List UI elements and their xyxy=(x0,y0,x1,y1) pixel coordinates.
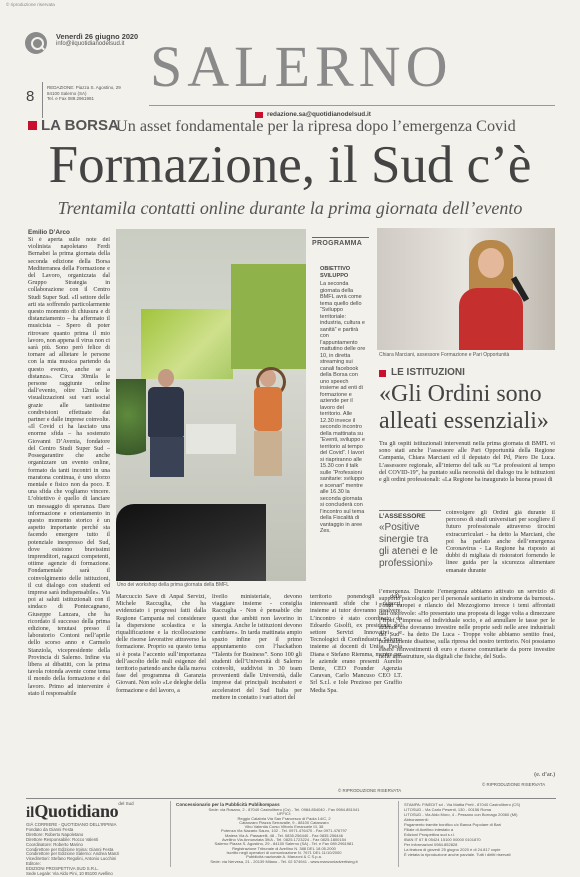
headline: Formazione, il Sud c’è xyxy=(48,136,532,194)
footer-divider-2 xyxy=(398,801,399,867)
workshop-photo xyxy=(116,229,306,581)
institutions-reproduction-notice: © RIPRODUZIONE RISERVATA xyxy=(482,782,546,787)
byline: Emilio D’Arco xyxy=(28,229,70,236)
footer-logo-suffix: del Sud xyxy=(118,801,134,806)
institutions-body-bottom: l’emergenza. Durante l’emergenza abbiamo attivato un servizio di supporto psicologico per il personale sanitario in sindrome da burnout». Fondi europei e rilancio del Mezzogiorno invece i temi affrontati dall’onorevole: «Ho presentato una proposta di legge volta a dimezzare l’Irpef, l’impresa ed individuale socio, e ad annullare le tasse per le aziende che dovranno investire nelle proprie sedi nelle aree industriali del Sud - ha detto De Luca - Troppe volte abbiamo sentito frasi, puntualmente disattese, sulla ripresa del nostro territorio. Noi possiamo essere reinvestimenti di euro e risorse comunitarie da porre investire nelle infrastrutture, sia digitali che fisiche, del Sud». xyxy=(379,589,555,660)
article-column-3: livello ministeriale, devono viaggiare insieme - consiglia Raccuglia - Non è pensabile che questi due ambiti non lavorino in sinergia. Anche le istituzioni devono cambiare». In tarda mattinata ampio spazio infine per il primo appuntamento con l’hackathon “Talents for Business”. Sono 100 gli studenti dell’Università di Salerno coinvolti, suddivisi in 30 team provenienti dalle Università, dalle imprese dai principali incubatori e acceleratori del Sud Italia per mettere in contatto i vari attori del xyxy=(212,594,302,701)
footer-advertising-title: Concessionario per la Pubblicità Publikompass xyxy=(176,802,280,807)
footer-staff: GIÀ CORRIERE - QUOTIDIANO DELL’IRPINIA Fondato da Gianni Festa Direttore: Roberto Napoletano Direttore Responsabile: Rocco Valenti Coordinatore: Roberto Marino Condirettore per Edizione Irpina: Gianni Festa Condirettore per Edizione Salerno: Andrea Manzi Vicedirettori: Stefano Regolini, Antonio Lucchini Editore: EDIZIONI PROSPETTIVA SUD S.R.L. Sede Legale: Via Aldo Pini, 10 85100 Avellino xyxy=(26,822,120,877)
footer-logo-il: il xyxy=(26,805,35,821)
masthead xyxy=(25,28,555,124)
article-column-4: territorio ponendogli delle interessanti sfide che i ragazzi, insieme ai tutor dovranno risolvere. L’incontro è stato coordinato da Edoardo Gisolfi, ex presidente del settore Servizi Innovativi e Tecnologici di Confindustria Salerno insieme ai docenti di Unisa, Paola Diana e Stefano Riemma, mentre per le aziende erano presenti Aurelio Dente, CEO Founder Agenzia Caravan, Carlo Mancuso CEO LT. Srl S.r.l. e Iole Prezioso per Graffio Media Spa. xyxy=(310,594,402,694)
masthead-divider xyxy=(42,82,43,118)
institutions-body-top: Tra gli ospiti istituzionali intervenuti nella prima giornata di BMFL vi sono stati anche l’assessore alle Pari Opportunità della Regione Campania, Chiara Marciani ed il deputato del Pd, Piero De Luca. L’assessore regionale, all’interno del talk su “Le professioni al tempo del COVID-19”, ha puntato sulla necessità del dialogo tra le istituzioni e gli ordini professionali: «La Regione ha inaugurato la buona prassi di xyxy=(379,441,555,484)
footer xyxy=(26,798,556,877)
quote-box xyxy=(379,510,441,588)
quote-text: «Positive sinergie tra gli atenei e le professioni» xyxy=(379,522,438,569)
magnifier-logo-icon xyxy=(25,32,47,54)
issue-date: Venerdì 26 giugno 2020 xyxy=(56,32,139,41)
quote-rule xyxy=(379,510,441,511)
subheadline: Trentamila contatti online durante la prima giornata dell’evento xyxy=(57,198,523,218)
plant xyxy=(116,379,146,469)
assessor-dress xyxy=(459,288,523,350)
assessor-face xyxy=(478,248,504,278)
speaker-man xyxy=(144,369,188,479)
institutions-body-right: coinvolgere gli Ordini già durante il percorso di studi universitari per scegliere il futuro professionale attraverso tirocini extracurriculari - ha detto la Marciani, che poi ha parlato anche dell’emergenza Coronavirus - La Regione ha risposto ai dubbi di migliaia di ristoratori fornendo le linee guida per la sicurezza alimentare emanate durante xyxy=(446,510,555,574)
sidebar-label: PROGRAMMA xyxy=(312,240,363,247)
top-email: info@ilquotidianodelsud.it xyxy=(56,41,125,47)
kicker-text: Un asset fondamentale per la ripresa dopo l’emergenza Covid xyxy=(116,117,516,135)
footer-divider-1 xyxy=(170,801,171,867)
kicker-marker xyxy=(28,121,37,130)
section-email: redazione.sa@quotidianodelsud.it xyxy=(267,111,371,118)
article-column-1: Si è aperta sulle note del violinista napoletano Ferdi Bernabei la prima giornata della seconda edizione della Borsa Mediterranea della Formazione e del Lavoro, organizzata dal Gruppo Strategia in collaborazione con il Centro Studi Super Sud. «Il settore delle arti sta soffrendo particolarmente questo momento di chiusura e di distanziamento – ha affermato il musicista – Spero di poter ritrovare quanto prima il mio lavoro, non appena il virus non ci sarà più. Sono però felice di tornare ad allietare le persone con la mia musica partendo da questo evento, anche se a distanza». Circa 30mila le persone raggiunte online dall’evento, oltre 12mila le visualizzazioni sui vari social grazie alle tantissime condivisioni effettuate dai partner e dalle imprese coinvolte. «Il Covid ci ha lasciato una enorme sfida – ha sostenuto Giovanni D’Avenia, fondatore del Centro Studi Super Sud – Possegarantire che anche organizzare un evento online, formato da tanti incontri in una maratona continua, è uno sforzo mentale e fisico non da poco. E una sfida che vogliamo vincere. L’obiettivo è quello di lanciare un messaggio di speranza. Dare informazione e orientamento in questo momento storico è un aspetto importante perché sta facendo emergere tutto il potenziale inespresso del Sud, dove esistono bravissimi imprenditori, ragazzi competenti, ottime agenzie di formazione. Fondamentale sarà il coinvolgimento delle istituzioni, il cui dialogo con studenti ed imprese sarà indispensabile». Via poi ai saluti istituzionali con il sindaco di Pontecagnano, Giuseppe Lanzara, che ha ricordato il successo della prima edizione, tenutasi presso il laboratorio Contoni nell’aprile dello scorso anno e Carmelo Stanziola, vicepresidente della Provincia di Salerno. Infine via libera ai dibattiti, con la prima tavola rotonda avente come tema il mondo della formazione e del lavoro. Primo ad intervenire è stato il responsabile xyxy=(28,237,110,697)
institutions-headline: «Gli Ordini sono alleati essenziali» xyxy=(379,381,549,434)
sidebar-text: La seconda giornata della BMFL avrà come tema quello dello “Sviluppo territoriale: industria, cultura e sanità” e partirà con l’appuntamento mattutino delle ore 10, in diretta streaming sui canali facebook della Borsa con uno speech insieme ad enti di formazione e aziende per il lavoro del territorio. Alle 12.30 invece il secondo incontro della mattinata su “Eventi, sviluppo e territorio al tempo del Covid”. I lavori si riapriranno alle 15.30 con il talk sulle “Professioni sanitarie: sviluppo e scenari” mentre alle 16.30 la seconda giornata si concluderà con l’incontro sul tema della Fiscalità di vantaggio in aree Zes. xyxy=(320,281,366,534)
footer-advertising: Sede: via Rosano, 2 - 87040 Castrolibero (Cs) - Tel. 0984.854040 - Fax 0984.851041 UFFICI: Reggio Calabria Via San Francesco di Paola 14/C, 2 Catanzaro Piazza Serravalle, 9 - 88100 Catanzaro Vibo Valentia Corso Vittorio Emanuele III, 38 Potenza Via Nazario Sauro, 102 - Tel. 0971.476470 - Fax 0971.476797 Matera Via A. Passarelli, 48 - Tel. 0835.256440 - Fax 0835.256446 Avellino Via Annunziata 39/A - Tel. 0825.1723224 - Fax 0825.1800154 Salerno Piazza S. Agostino, 29 - 84100 Salerno (SA) - Tel. e Fax 089.2961981 Registrazione Tribunale di Avellino N. 388 DEL 18.05.2000 Iscritto negli operatori di comunicazione N. 7671 DEL 11/10/2000 Pubblicità nazionale A. Manzoni & C S.p.a. Sede: via Nervesa, 21 - 20139 Milano - Tel. 02 574941 - www.manzoniadvertising.it xyxy=(208,807,360,864)
assessor-caption: Chiara Marciani, assessore Formazione e Pari Opportunità xyxy=(379,352,510,358)
article-column-2: Marcuccio Save di Anpal Servizi, Michele Raccuglia, che ha evidenziato i progressi fatti dalla Regione Campania nel considerare la dispersione scolastica e la riqualificazione e la ricollocazione delle risorse lavorative attraverso la formazione. Proprio su questo tema si è posta l’accento sull’importanza dell’ascolto delle reali esigenze del territorio partendo anche dalla nuova fase del programma di Garanzia Giovani. Non solo «Le deleghe della formazione e del lavoro, a xyxy=(116,594,206,694)
section-title-rule xyxy=(149,105,555,106)
kicker-label: LA BORSA xyxy=(41,117,119,134)
quote-label: L’ASSESSORE xyxy=(379,513,426,520)
institutions-marker xyxy=(379,370,386,377)
table xyxy=(186,424,236,454)
page-number: 8 xyxy=(26,88,35,105)
footer-print-info: STAMPA: FINEDIT srl - Via Mattia Preti - 87040 Castrolibero (CS) LITOSUD - Via Carlo Pesenti, 130 - 00156 Roma LITOSUD - Via Aldo Moro, 4 - Pessano con Bornago 20060 (MI) Abbonamenti: Pagamento tramite bonifico c/c Banca Popolare di Bari Filiale di Avellino intestato a Edizioni Prospettiva sud s.r.l. IBAN IT 67 B 05424 15100 00000 0101870 Per informazioni 0984.852828 La tiratura di giovedì 25 giugno 2020 è di 24.817 copie È vietata la riproduzione anche parziale. Tutti i diritti riservati xyxy=(404,802,521,857)
section-title: SALERNO xyxy=(150,34,453,99)
newsroom-address: REDAZIONE: Piazza S. Agostino, 29 84100 Salerno (SA) Tel. e Fax 089.2961981 xyxy=(47,85,121,101)
footer-logo-main: Quotidiano xyxy=(34,801,119,821)
programma-sidebar xyxy=(312,237,369,587)
reproduction-notice: © RIPRODUZIONE RISERVATA xyxy=(338,788,402,793)
assessor-photo xyxy=(377,228,555,350)
banner-screen xyxy=(231,264,306,369)
institutions-signature: (e. d’ar.) xyxy=(534,772,555,778)
footer-logo xyxy=(26,801,134,821)
camera-foreground xyxy=(116,504,266,581)
photo-caption: Uno dei workshop della prima giornata della BMFL xyxy=(117,582,230,588)
copyright-notice: © riproduzione riservata xyxy=(6,2,55,7)
institutions-label: LE ISTITUZIONI xyxy=(391,367,465,378)
sidebar-rule xyxy=(312,237,369,238)
speaker-woman xyxy=(248,369,288,479)
sidebar-heading: OBIETTIVO SVILUPPO xyxy=(320,266,351,279)
